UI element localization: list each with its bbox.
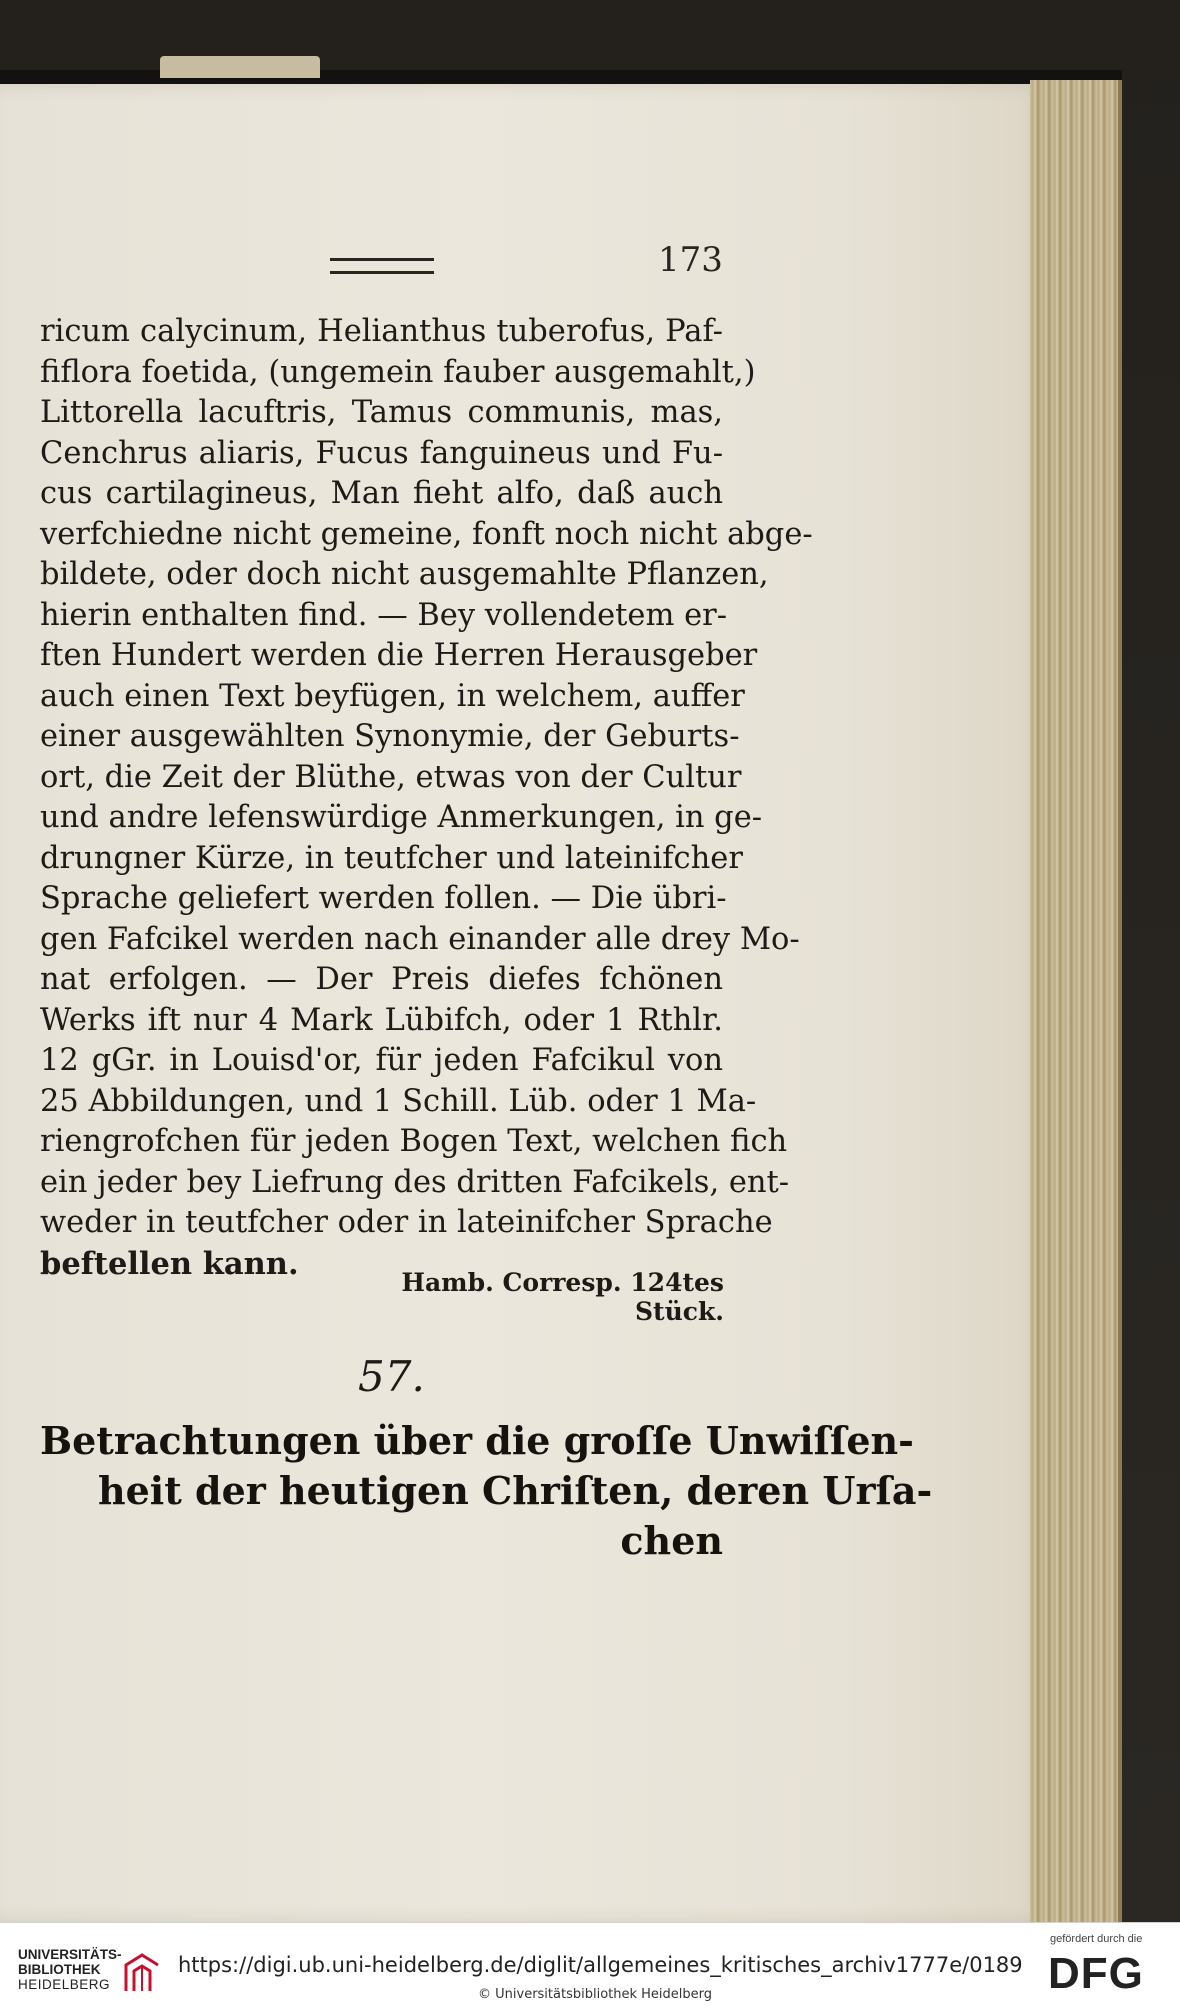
text-line: gen Fafcikel werden nach einander alle drey Mo-	[40, 921, 800, 957]
text-line: riengrofchen für jeden Bogen Text, welchen fich	[40, 1124, 788, 1159]
dfg-logo[interactable]: DFG	[1048, 1949, 1144, 1998]
source-citation: Hamb. Corresp. 124tes Stück.	[401, 1268, 724, 1326]
page-number: 173	[658, 240, 723, 280]
funding-label: gefördert durch die	[1050, 1933, 1143, 1945]
text-line: cus cartilagineus, Man fieht alfo, daß auch	[40, 476, 723, 511]
header-rule	[330, 258, 434, 274]
text-line: beftellen kann.	[40, 1245, 299, 1282]
text-line: 12 gGr. in Louisd'or, für jeden Fafcikul von	[40, 1043, 723, 1078]
text-line: verfchiedne nicht gemeine, fonft noch nicht abge-	[40, 516, 813, 552]
book-tab	[160, 56, 320, 78]
text-line: bildete, oder doch nicht ausgemahlte Pflanzen,	[40, 557, 769, 592]
text-line: einer ausgewählten Synonymie, der Geburts-	[40, 719, 740, 754]
copyright-notice: © Universitätsbibliothek Heidelberg	[478, 1987, 713, 2002]
logo-line: UNIVERSITÄTS-	[18, 1947, 122, 1962]
text-line: ort, die Zeit der Blüthe, etwas von der Cultur	[40, 759, 742, 795]
text-line: und andre lefenswürdige Anmerkungen, in ge-	[40, 800, 763, 835]
viewer-footer	[0, 1922, 1180, 2010]
text-line: hierin enthalten find. — Bey vollendetem er-	[40, 597, 728, 633]
heading-line: Betrachtungen über die groſſe Unwiſſen-	[40, 1418, 914, 1463]
text-line: 25 Abbildungen, und 1 Schill. Lüb. oder 1 Ma-	[40, 1083, 757, 1119]
text-line: Sprache geliefert werden follen. — Die übri-	[40, 881, 727, 916]
text-line: fiflora foetida, (ungemein fauber ausgemahlt,)	[40, 354, 756, 390]
permalink-url[interactable]: https://digi.ub.uni-heidelberg.de/diglit/allgemeines_kritisches_archiv1777e/0189	[178, 1953, 1023, 1977]
text-line: nat erfolgen. — Der Preis diefes fchönen	[40, 962, 723, 997]
library-emblem-icon	[120, 1951, 164, 1995]
text-line: ein jeder bey Liefrung des dritten Fafcikels, ent-	[40, 1164, 790, 1200]
text-line: auch einen Text beyfügen, in welchem, auffer	[40, 678, 745, 714]
page-edge	[1030, 80, 1122, 1922]
text-line: Littorella lacuftris, Tamus communis, mas,	[40, 395, 723, 430]
logo-line: BIBLIOTHEK	[18, 1962, 101, 1977]
text-line: Werks ift nur 4 Mark Lübifch, oder 1 Rthlr.	[40, 1002, 723, 1038]
section-heading	[40, 1416, 933, 1566]
logo-line: HEIDELBERG	[18, 1977, 111, 1992]
heading-line: chen	[620, 1518, 723, 1563]
text-line: ften Hundert werden die Herren Herausgeber	[40, 638, 758, 673]
text-line: drungner Kürze, in teutfcher und lateinifcher	[40, 840, 743, 876]
body-text	[40, 312, 813, 1284]
heading-line: heit der heutigen Chriſten, deren Urſa-	[98, 1468, 933, 1513]
text-line: weder in teutfcher oder in lateinifcher Sprache	[40, 1205, 773, 1240]
text-line: Cenchrus aliaris, Fucus fanguineus und Fu-	[40, 435, 723, 471]
section-number: 57.	[358, 1352, 425, 1401]
text-line: ricum calycinum, Helianthus tuberofus, Paf-	[40, 314, 723, 349]
